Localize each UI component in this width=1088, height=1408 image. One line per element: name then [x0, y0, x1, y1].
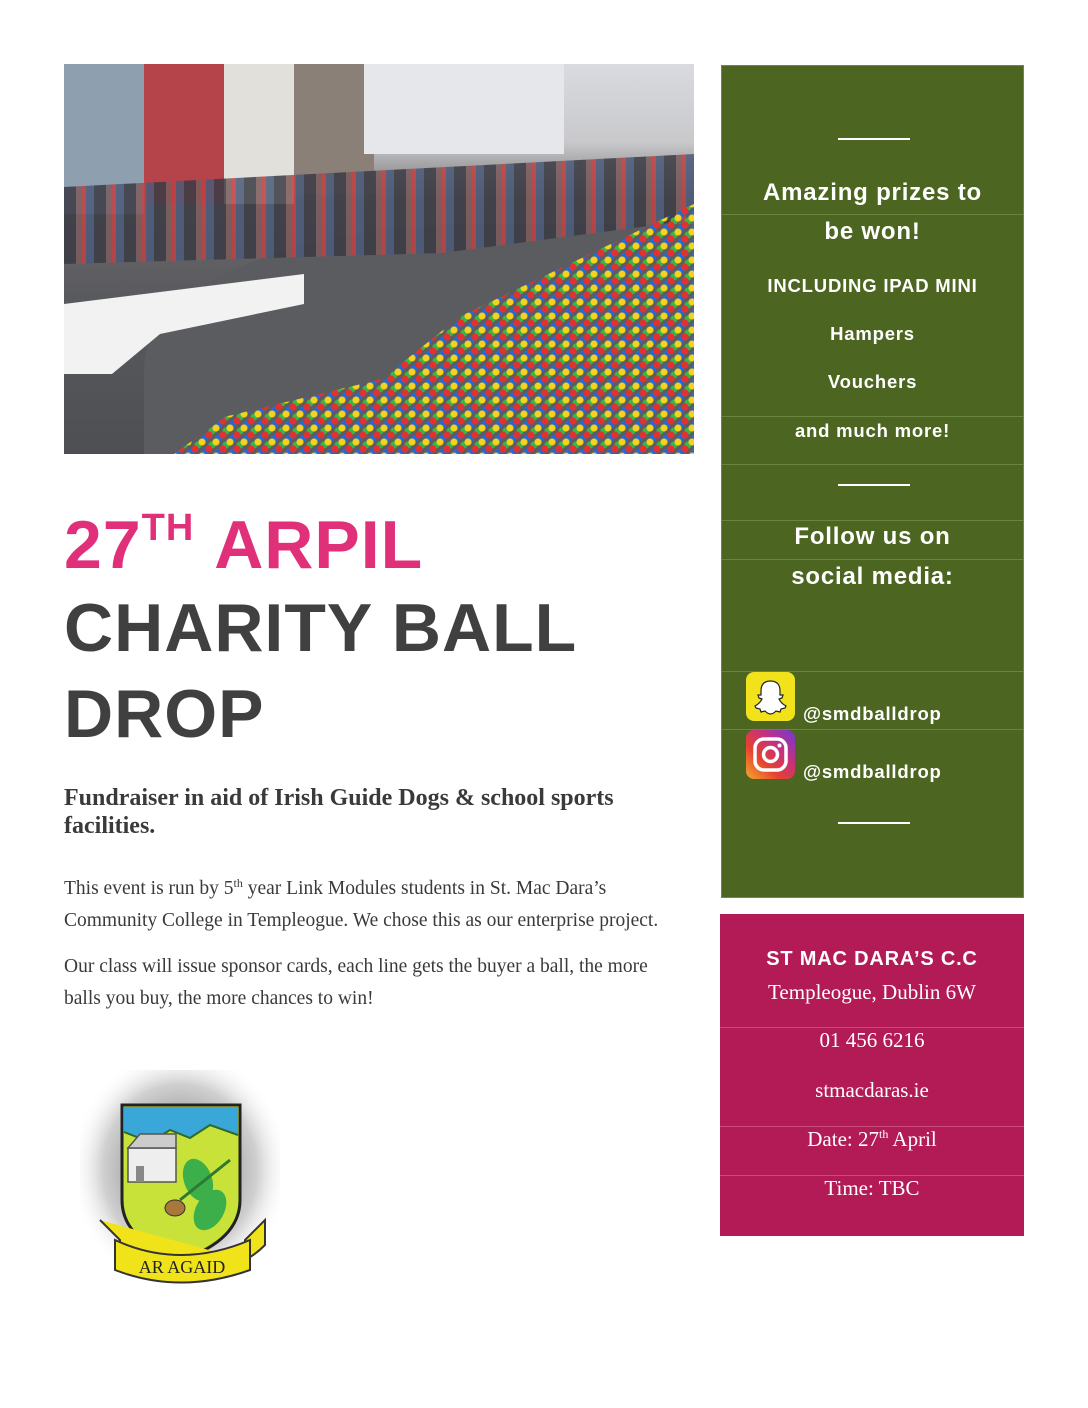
school-address: Templeogue, Dublin 6W [768, 980, 976, 1004]
divider [722, 214, 1023, 215]
social-heading-line2: social media: [791, 563, 954, 590]
event-time: Time: TBC [824, 1176, 920, 1200]
body-text-segment: year Link Modules students in St. Mac Dara’s Community College in Templeogue. We chose this as our enterprise project. [64, 878, 659, 931]
snapchat-handle[interactable]: @smdballdrop [803, 703, 942, 724]
date-label: Date: 27 [807, 1127, 879, 1151]
headline [64, 505, 704, 757]
website-link[interactable]: stmacdaras.ie [815, 1078, 929, 1102]
ordinal-suffix: th [878, 1127, 889, 1141]
ordinal-suffix: th [233, 876, 243, 890]
social-heading-line1: Follow us on [794, 523, 951, 550]
divider [838, 822, 910, 824]
event-title-line1: CHARITY BALL [64, 590, 578, 666]
subtitle: Fundraiser in aid of Irish Guide Dogs & school sports facilities. [64, 785, 614, 839]
body-text-segment: This event is run by 5 [64, 878, 234, 899]
event-title-line2: DROP [64, 676, 265, 752]
divider [838, 484, 910, 486]
instagram-handle[interactable]: @smdballdrop [803, 761, 942, 782]
event-date [720, 1127, 1024, 1152]
prize-item: INCLUDING IPAD MINI [767, 275, 978, 296]
divider [722, 416, 1023, 417]
body-text [64, 873, 684, 1029]
svg-text:AR AGAID: AR AGAID [138, 1257, 226, 1277]
event-date-heading [64, 505, 704, 585]
divider [722, 464, 1023, 465]
snapchat-icon [746, 672, 795, 721]
prize-item: and much more! [794, 420, 951, 441]
divider [722, 559, 1023, 560]
date-month: ARPIL [214, 507, 424, 583]
prizes-heading-line2: be won! [824, 218, 921, 245]
prizes-heading-line1: Amazing prizes to [763, 179, 982, 206]
prize-item: Vouchers [827, 371, 918, 392]
prizes-social-panel [721, 65, 1024, 898]
body-paragraph-1 [64, 873, 684, 936]
social-account-snapchat[interactable] [746, 672, 942, 724]
instagram-icon [746, 730, 795, 779]
social-account-instagram[interactable] [746, 730, 942, 782]
school-name: ST MAC DARA’S C.C [766, 948, 978, 970]
divider [722, 520, 1023, 521]
school-crest-icon [80, 1070, 280, 1290]
date-number: 27 [64, 507, 142, 583]
divider [838, 138, 910, 140]
hero-photo [64, 64, 694, 454]
date-suffix: TH [141, 507, 195, 549]
phone-number[interactable]: 01 456 6216 [819, 1028, 925, 1052]
contact-panel [720, 914, 1024, 1236]
date-month: April [888, 1127, 937, 1151]
prize-item: Hampers [830, 323, 915, 344]
body-paragraph-2: Our class will issue sponsor cards, each line gets the buyer a ball, the more balls you buy, the more chances to win! [64, 956, 648, 1009]
photo-sky [364, 64, 564, 154]
